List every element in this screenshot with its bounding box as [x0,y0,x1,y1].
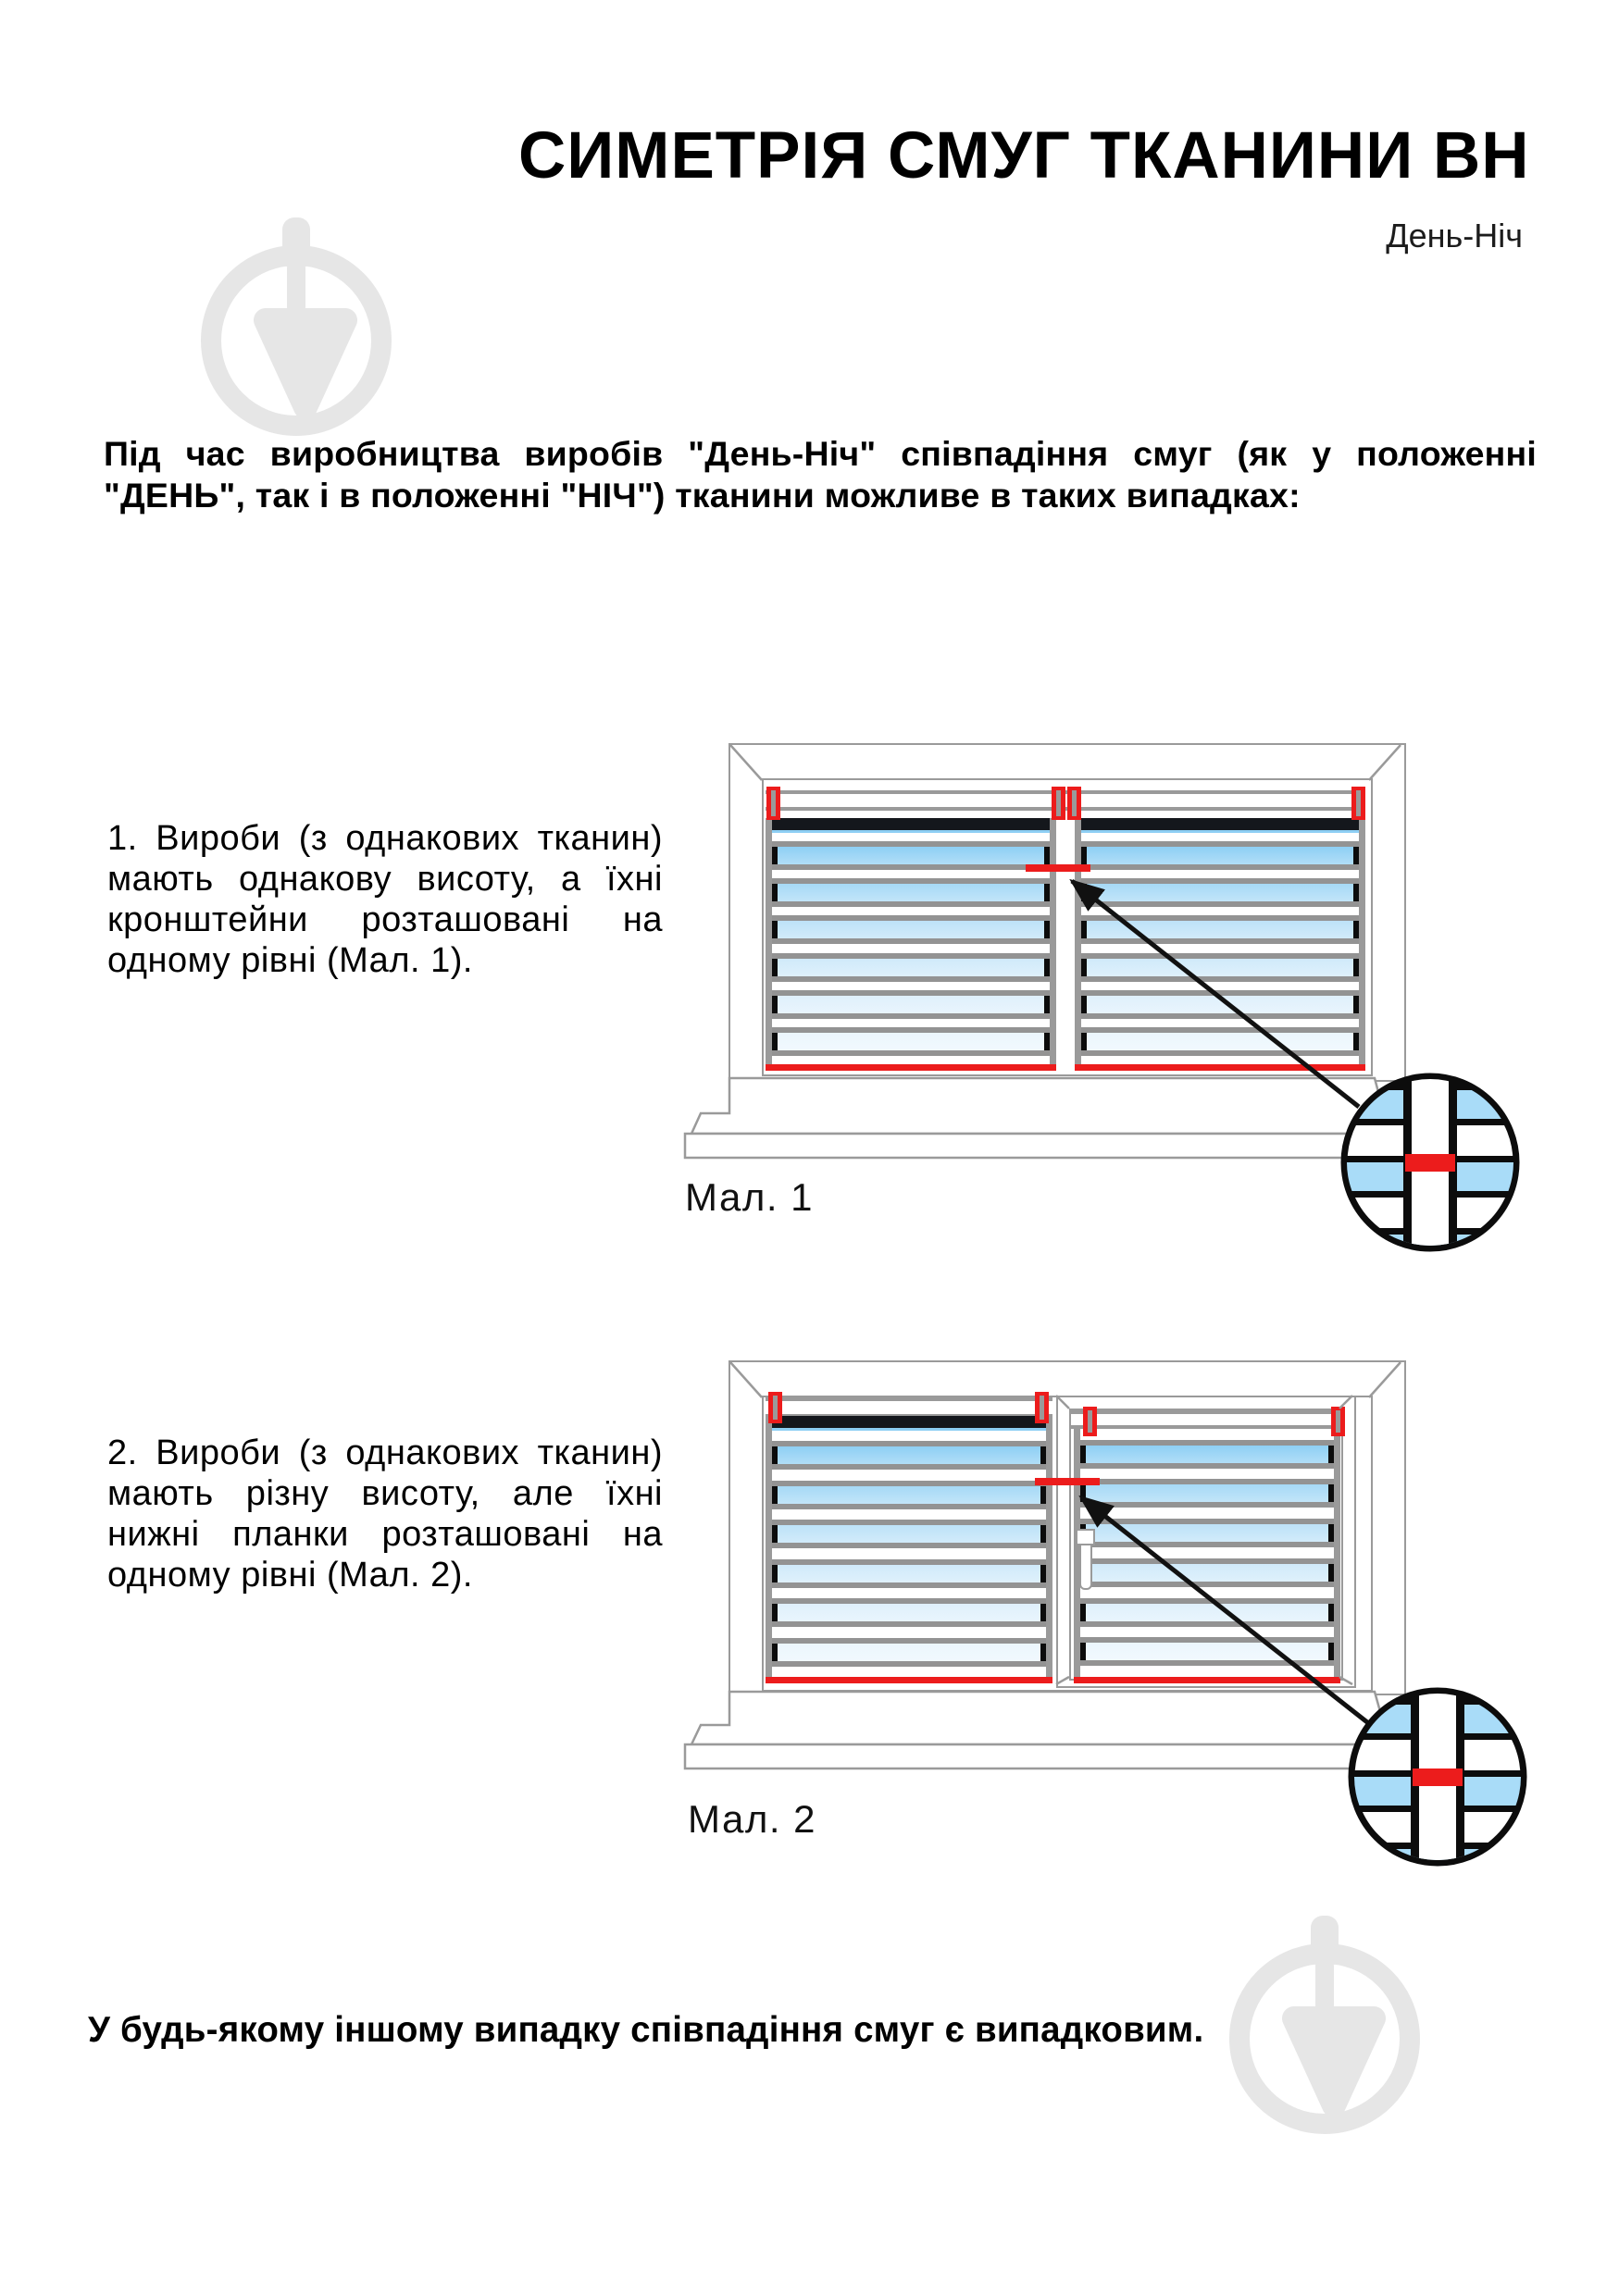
fabric-stripe-blue [1081,1033,1359,1050]
fabric-stripe-white [772,1431,1046,1441]
fabric-stripe-white [1080,1508,1334,1519]
fabric-stripe-blue [1080,1446,1334,1463]
stripe-alignment-mark [1026,864,1090,872]
blind-top-tube [772,818,1050,833]
mounting-bracket [1035,1392,1049,1423]
fabric-stripe-blue [1081,921,1359,938]
fabric-stripe-blue [1081,884,1359,901]
fabric-stripe-blue [772,847,1050,864]
mounting-bracket [1067,787,1081,820]
blind-top-tube [1081,818,1359,833]
fabric-stripe-blue [772,1486,1046,1504]
fabric-stripe-white [1081,982,1359,990]
blind-bottom-rail [766,1064,1056,1071]
fig1-magnifier [1338,1070,1523,1255]
fabric-stripe-white [1081,944,1359,952]
fabric-stripe-blue [772,1446,1046,1464]
case-1-paragraph: 1. Вироби (з однакових тканин) мають однакову висоту, а їхні кронштейни розташовані на одному рівні (Мал. 1). [107,819,663,980]
fabric-stripe-blue [1081,847,1359,864]
fabric-stripe-white [772,1470,1046,1480]
fabric-stripe-white [772,1019,1050,1027]
fabric-stripe-white [772,982,1050,990]
fabric-stripe-white [1080,1587,1334,1598]
magnifier-detail-circle [1345,1684,1530,1869]
fabric-stripe-white [1081,1056,1359,1064]
fabric-stripe-blue [772,884,1050,901]
fabric-stripe-white [1081,907,1359,915]
fabric-stripe-white [772,870,1050,878]
fig1-left-blind [766,818,1056,1071]
intro-paragraph: Під час виробництва виробів "День-Ніч" співпадіння смуг (як у положенні "ДЕНЬ", так і в положенні "НІЧ") тканини можливе в таких випадках: [104,434,1537,515]
mounting-bracket [1331,1407,1345,1436]
fig2-window-sill-ledge [691,1692,1389,1744]
fabric-stripe-blue [772,1565,1046,1582]
fabric-stripe-blue [1080,1604,1334,1621]
fig2-left-mounting-rail [766,1397,1052,1418]
fabric-stripe-blue [772,1033,1050,1050]
window-handle [1079,1544,1092,1590]
mounting-bracket [1052,787,1065,820]
fabric-stripe-white [1080,1627,1334,1638]
fabric-stripe-blue [1080,1524,1334,1542]
fig2-magnifier [1345,1684,1530,1869]
magnifier-detail-circle [1338,1070,1523,1255]
fabric-stripe-blue [772,959,1050,976]
case-2-paragraph: 2. Вироби (з однакових тканин) мають різну висоту, але їхні нижні планки розташовані на одному рівні (Мал. 2). [107,1433,663,1595]
fabric-stripe-white [772,1548,1046,1558]
fig2-left-blind [766,1416,1052,1683]
fabric-stripe-white [772,1627,1046,1637]
fig1-window-sill-slab [685,1134,1398,1158]
fabric-stripe-white [1080,1666,1334,1677]
blind-bottom-rail [766,1677,1052,1683]
fig2-window-sill-slab [685,1744,1398,1769]
fabric-stripe-white [772,907,1050,915]
fabric-stripe-blue [772,921,1050,938]
figure-2-caption: Мал. 2 [688,1797,817,1841]
mounting-bracket [1083,1407,1097,1436]
fabric-stripe-blue [772,996,1050,1013]
fabric-stripe-white [1080,1469,1334,1480]
fabric-stripe-white [1080,1429,1334,1440]
fabric-stripe-blue [1081,959,1359,976]
fig2-right-blind [1074,1429,1340,1683]
fabric-stripe-blue [1080,1564,1334,1582]
fig2-right-cassette [1071,1410,1338,1429]
fabric-stripe-white [1081,870,1359,878]
mounting-bracket [766,787,780,820]
fig1-window-sill-ledge [691,1078,1389,1134]
fabric-stripe-white [772,944,1050,952]
footer-paragraph: У будь-якому іншому випадку співпадіння смуг є випадковим. [88,2010,1204,2050]
fabric-stripe-white [1081,1019,1359,1027]
mounting-bracket [768,1392,782,1423]
brand-line-label: День-Ніч [1386,217,1523,254]
fabric-stripe-white [772,1667,1046,1677]
blind-bottom-rail [1075,1064,1365,1071]
page-title: СИМЕТРІЯ СМУГ ТКАНИНИ ВН [518,119,1530,192]
fabric-stripe-white [772,1509,1046,1520]
blind-top-tube [772,1416,1046,1431]
fabric-stripe-white [1081,833,1359,841]
fabric-stripe-blue [1080,1484,1334,1502]
stripe-alignment-mark [1035,1478,1100,1485]
fig1-right-blind [1075,818,1365,1071]
fabric-stripe-blue [1080,1643,1334,1660]
mounting-bracket [1351,787,1365,820]
blind-bottom-rail [1074,1677,1340,1683]
fabric-stripe-white [772,1588,1046,1598]
fabric-stripe-blue [772,1644,1046,1661]
fabric-stripe-white [772,1056,1050,1064]
fabric-stripe-blue [772,1604,1046,1621]
fabric-stripe-white [1080,1547,1334,1558]
fabric-stripe-blue [1081,996,1359,1013]
fig1-mounting-rail [766,790,1365,811]
fabric-stripe-blue [772,1525,1046,1543]
fabric-stripe-white [772,833,1050,841]
brand-watermark-trowel-icon [171,190,421,467]
figure-1-caption: Мал. 1 [685,1175,815,1219]
